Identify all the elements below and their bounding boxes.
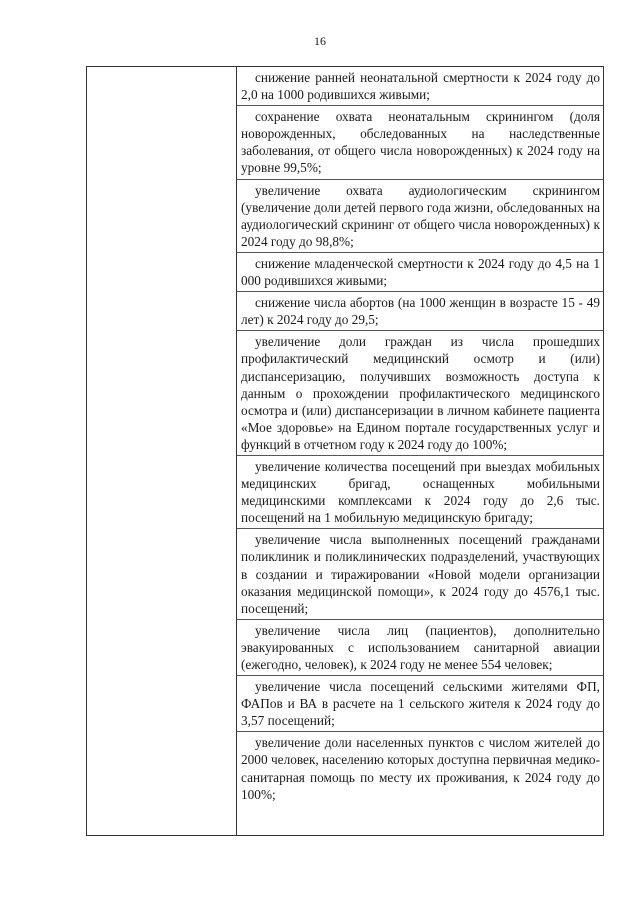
table-left-cell [87,67,237,835]
list-item: увеличение доли граждан из числа прошедших профилактический медицинский осмотр и (или) диспансеризацию, получивших возможность доступа к данным о прохождении профилактического медицинского осмотра и (или) диспансеризации в личном кабинете пациента «Мое здоровье» на Едином портале государственных услуг и функций в отчетном году к 2024 году до 100%; [237,331,603,456]
list-item: снижение ранней неонатальной смертности к 2024 году до 2,0 на 1000 родившихся живыми; [237,67,603,106]
list-item: увеличение числа посещений сельскими жителями ФП, ФАПов и ВА в расчете на 1 сельского жителя к 2024 году до 3,57 посещений; [237,676,603,732]
list-item: увеличение числа лиц (пациентов), дополнительно эвакуированных с использованием санитарной авиации (ежегодно, человек), к 2024 году не менее 554 человек; [237,620,603,676]
list-item: увеличение числа выполненных посещений гражданами поликлиник и поликлинических подразделений, участвующих в создании и тиражировании «Новой модели организации оказания медицинской помощи», к 2024 году до 4576,1 тыс. посещений; [237,529,603,619]
list-item: увеличение охвата аудиологическим скринингом (увеличение доли детей первого года жизни, обследованных на аудиологический скрининг от общего числа новорожденных) к 2024 году до 98,8%; [237,180,603,253]
table-right-cell [237,67,603,835]
document-table [86,66,604,836]
list-item: сохранение охвата неонатальным скринингом (доля новорожденных, обследованных на наследственные заболевания, от общего числа новорожденных) к 2024 году на уровне 99,5%; [237,106,603,179]
list-item: снижение младенческой смертности к 2024 году до 4,5 на 1 000 родившихся живыми; [237,253,603,292]
list-item: увеличение доли населенных пунктов с числом жителей до 2000 человек, населению которых доступна первичная медико-санитарная помощь по месту их проживания, к 2024 году до 100%; [241,735,600,802]
page-number: 16 [314,34,326,48]
list-item: снижение числа абортов (на 1000 женщин в возрасте 15 - 49 лет) к 2024 году до 29,5; [237,292,603,331]
list-item: увеличение количества посещений при выездах мобильных медицинских бригад, оснащенных мобильными медицинскими комплексами к 2024 году до 2,6 тыс. посещений на 1 мобильную медицинскую бригаду; [237,456,603,529]
